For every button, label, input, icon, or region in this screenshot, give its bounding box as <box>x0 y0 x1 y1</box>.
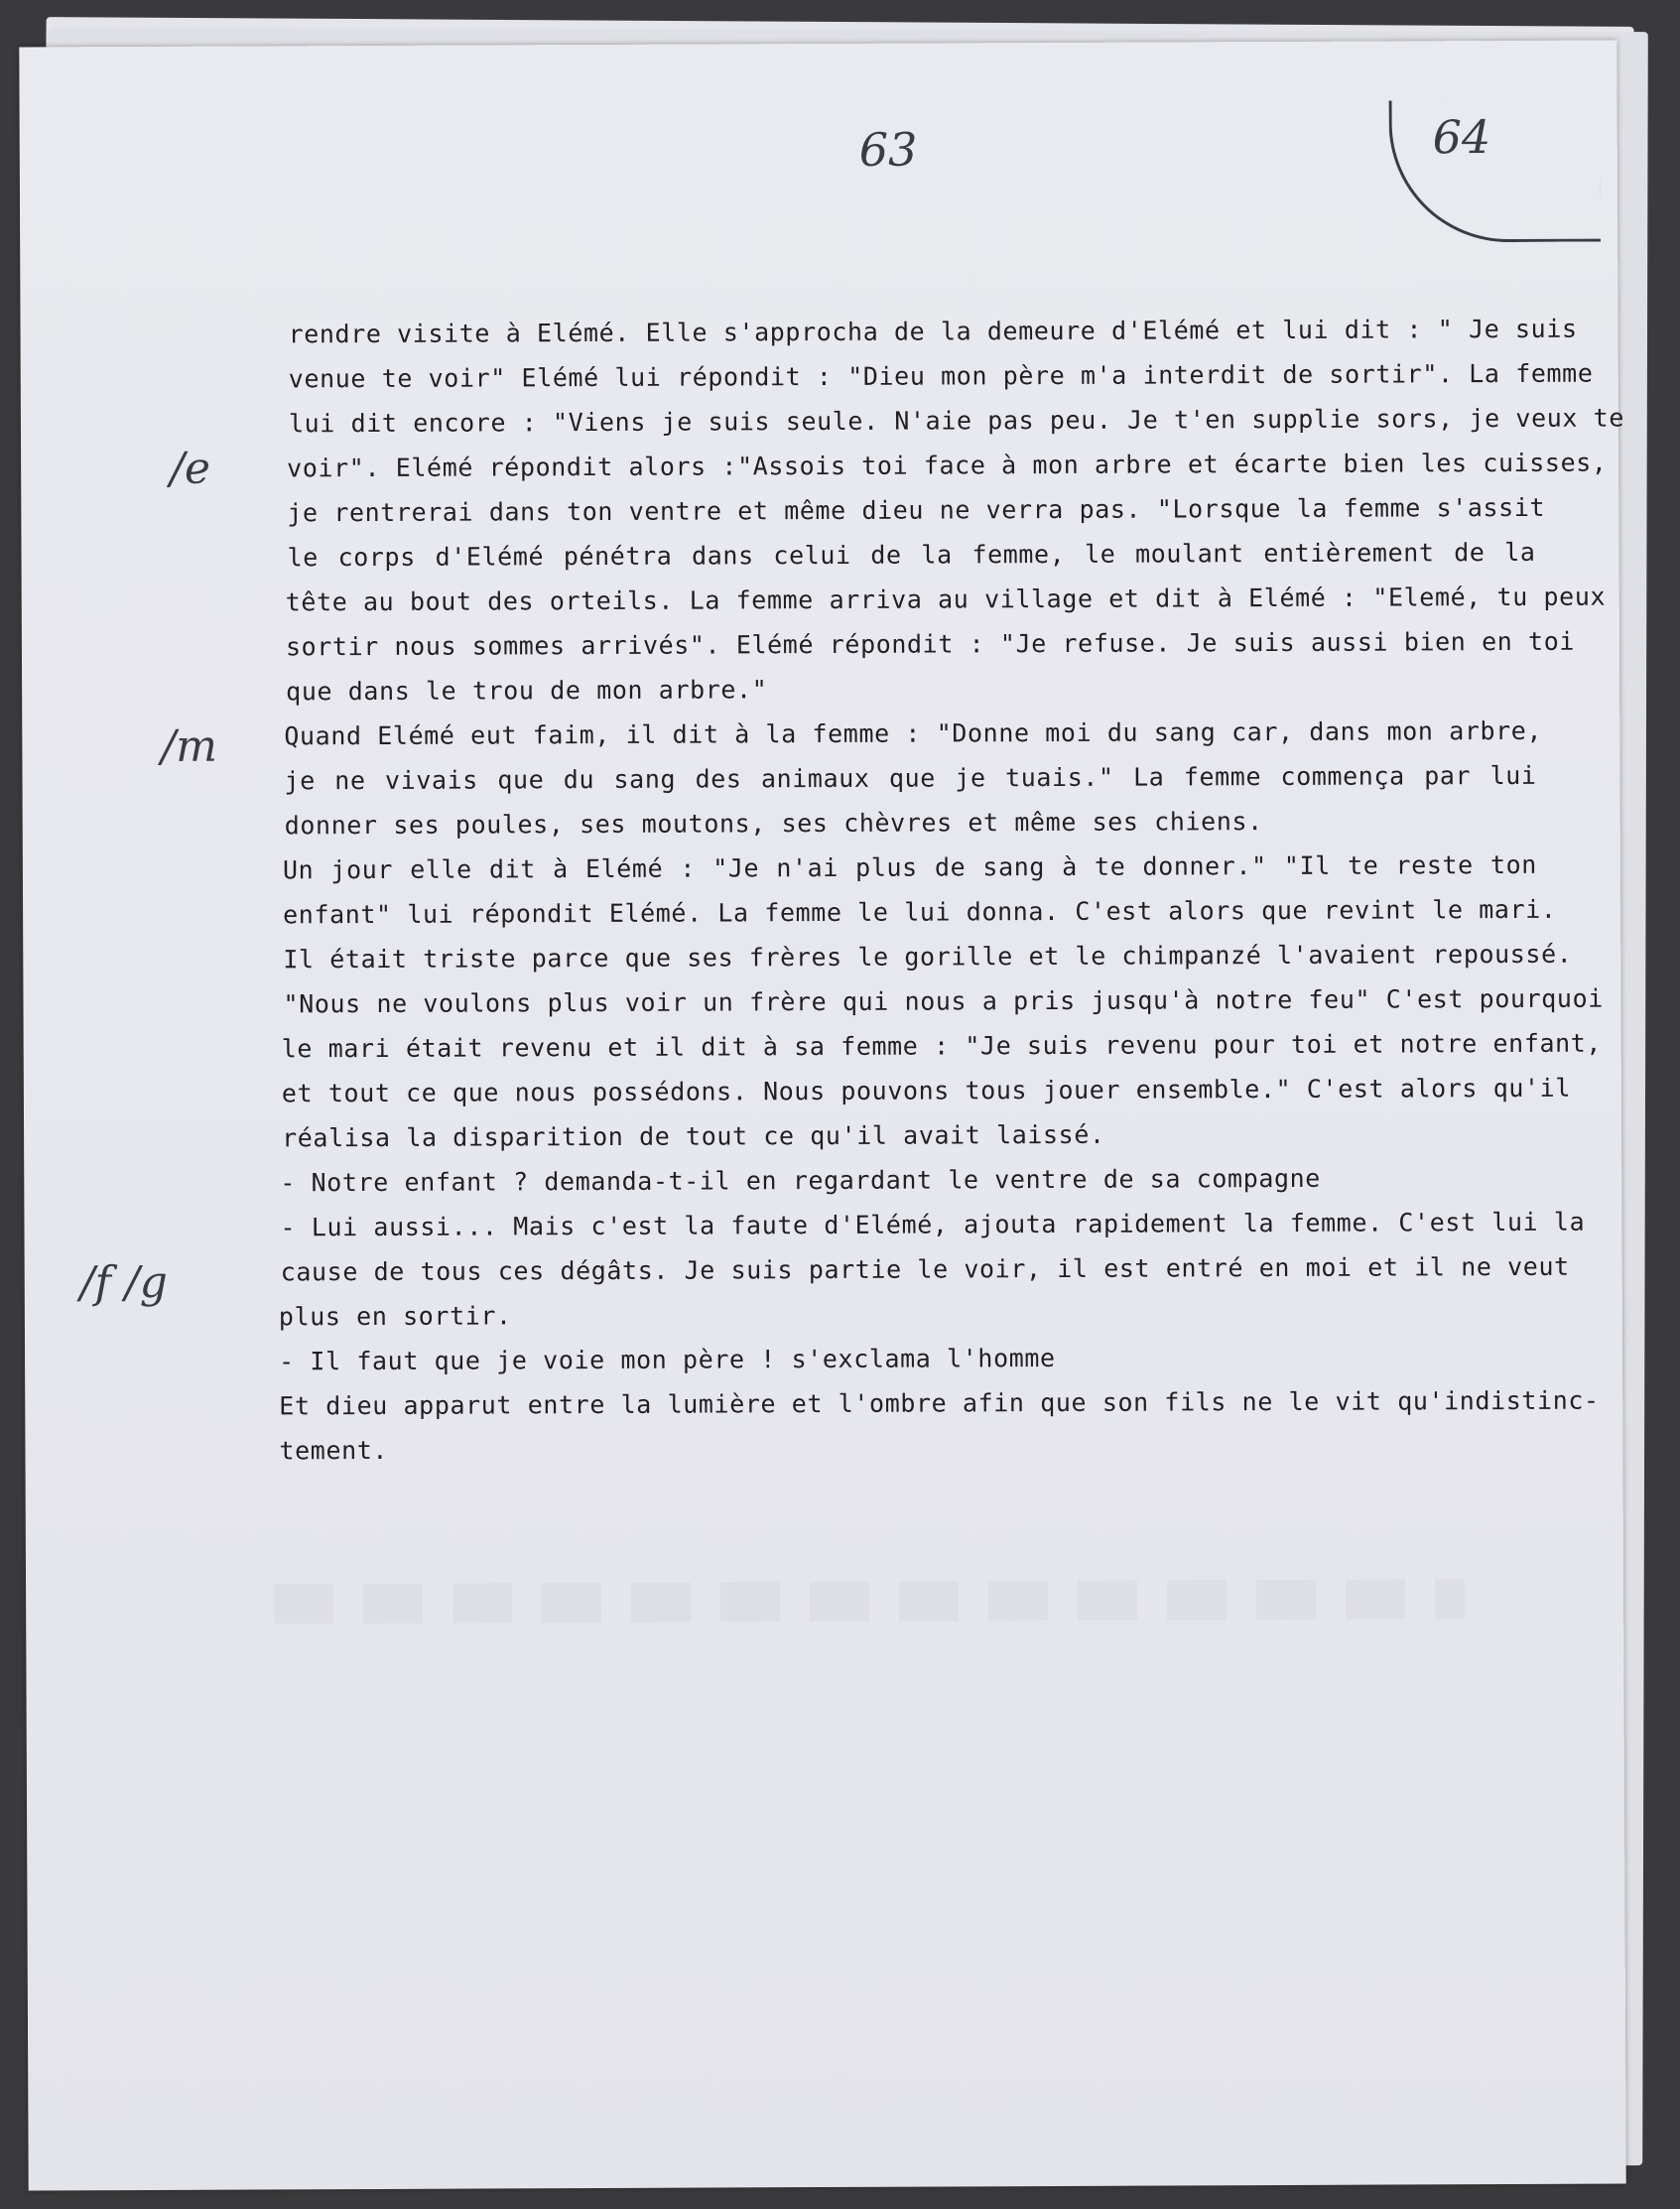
text-line: donner ses poules, ses moutons, ses chèvres et même ses chiens. <box>284 807 1263 841</box>
text-line: réalisa la disparition de tout ce qu'il avait laissé. <box>282 1119 1105 1153</box>
text-line: le mari était revenu et il dit à sa femme : "Je suis revenu pour toi et notre enfant, <box>281 1028 1603 1064</box>
text-line: je rentrerai dans ton ventre et même dieu ne verra pas. "Lorsque la femme s'assit <box>287 492 1546 528</box>
text-line: Il était triste parce que ses frères le gorille et le chimpanzé l'avaient repoussé. <box>283 939 1573 975</box>
circled-page-mark <box>1389 100 1602 243</box>
text-line: plus en sortir. <box>278 1301 512 1332</box>
text-line: rendre visite à Elémé. Elle s'approcha de la demeure d'Elémé et lui dit : " Je suis <box>288 314 1578 349</box>
text-line: "Nous ne voulons plus voir un frère qui nous a pris jusqu'à notre feu" C'est pourquoi <box>283 983 1604 1019</box>
margin-note: /m <box>161 720 218 772</box>
text-line: que dans le trou de mon arbre." <box>286 675 768 707</box>
page-number-64: 64 <box>1432 110 1491 165</box>
text-line: cause de tous ces dégâts. Je suis partie le voir, il est entré en moi et il ne veut <box>280 1251 1570 1287</box>
text-line: - Lui aussi... Mais c'est la faute d'Elémé, ajouta rapidement la femme. C'est lui la <box>280 1207 1586 1242</box>
text-line: sortir nous sommes arrivés". Elémé répondit : "Je refuse. Je suis aussi bien en toi <box>285 626 1576 662</box>
text-line: Quand Elémé eut faim, il dit à la femme : "Donne moi du sang car, dans mon arbre, <box>284 715 1543 751</box>
text-line: tement. <box>279 1435 389 1466</box>
text-line: Un jour elle dit à Elémé : "Je n'ai plus de sang à te donner." "Il te reste ton <box>282 849 1537 885</box>
text-line: lui dit encore : "Viens je suis seule. N'aie pas peu. Je t'en supplie sors, je veux te <box>288 403 1625 439</box>
text-line: enfant" lui répondit Elémé. La femme le lui donna. C'est alors que revint le mari. <box>283 894 1557 930</box>
text-line: venue te voir" Elémé lui répondit : "Dieu mon père m'a interdit de sortir". La femme <box>288 358 1594 394</box>
text-line: je ne vivais que du sang des animaux que je tuais." La femme commença par lui <box>284 760 1537 796</box>
margin-note: /f /g <box>79 1256 168 1309</box>
text-line: - Notre enfant ? demanda-t-il en regardant le ventre de sa compagne <box>280 1163 1321 1198</box>
text-line: le corps d'Elémé pénétra dans celui de la femme, le moulant entièrement de la <box>287 537 1536 573</box>
body-text <box>274 307 1625 1474</box>
text-line: - Il faut que je voie mon père ! s'exclama l'homme <box>279 1343 1056 1376</box>
text-line: Et dieu apparut entre la lumière et l'ombre afin que son fils ne le vit qu'indistinc- <box>279 1385 1600 1421</box>
text-line: voir". Elémé répondit alors :"Assois toi face à mon arbre et écarte bien les cuisses, <box>287 448 1608 483</box>
margin-note: /e <box>170 443 211 494</box>
typewritten-page <box>19 40 1625 2190</box>
page-number-63: 63 <box>858 122 918 177</box>
text-line: et tout ce que nous possédons. Nous pouvons tous jouer ensemble." C'est alors qu'il <box>281 1073 1572 1108</box>
show-through-text <box>274 1579 1465 1624</box>
text-line: tête au bout des orteils. La femme arriva au village et dit à Elémé : "Elemé, tu peux <box>285 582 1607 617</box>
